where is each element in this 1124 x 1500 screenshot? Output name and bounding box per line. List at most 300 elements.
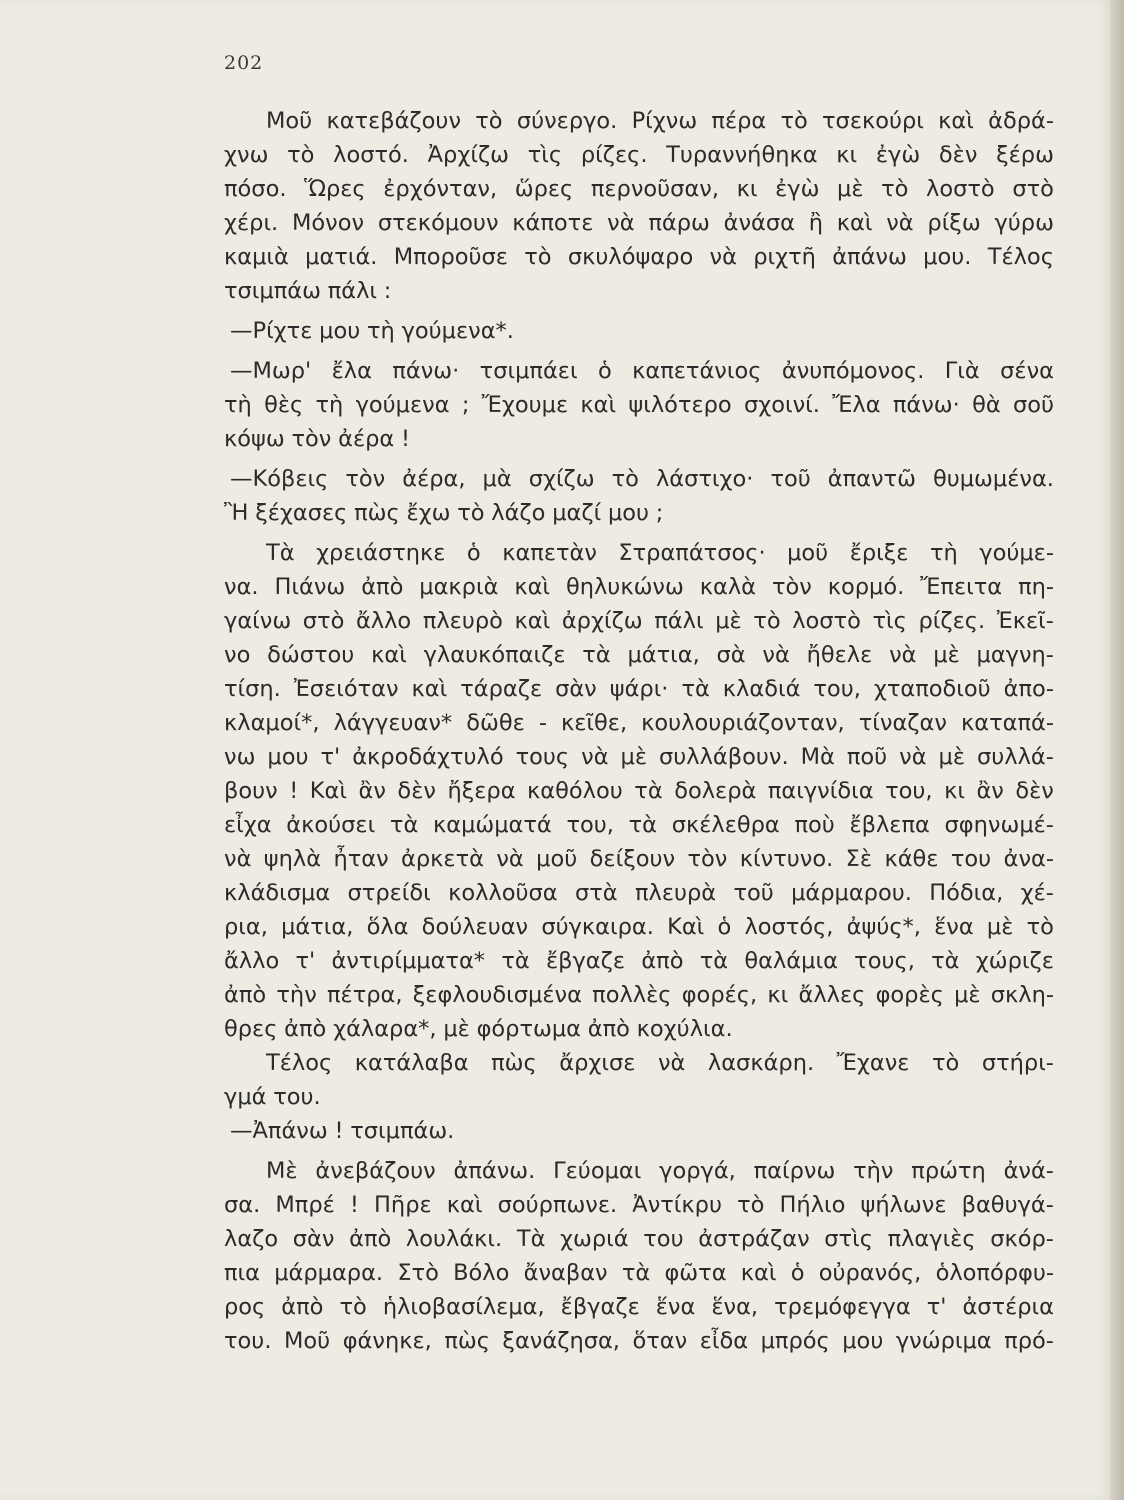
word: σχίζω [528, 466, 595, 492]
word: τὸν [291, 426, 332, 452]
word: βουν [224, 778, 278, 804]
word: ὁλοπόρφυ- [935, 1260, 1054, 1286]
word: στὸ [302, 608, 345, 634]
text-line [224, 536, 1054, 570]
word: νὰ [762, 642, 790, 668]
word: ἀρκετὰ [401, 846, 484, 872]
word: ἀκροδάχτυλό [352, 744, 504, 770]
word: νὰ [657, 1050, 686, 1076]
word: γαίνω [224, 608, 292, 634]
page-edge [1110, 0, 1124, 1500]
word: ἀψύς*, [846, 914, 921, 940]
word: τους [515, 744, 570, 770]
word: ἄλλες [798, 982, 866, 1008]
word: —Κόβεις [230, 466, 329, 492]
word: χώριζε [975, 948, 1054, 974]
word: Σὲ [845, 846, 873, 872]
word: τὴ [224, 392, 252, 418]
word: τσεκούρι [822, 108, 924, 134]
word: ; [461, 392, 470, 418]
text-line [224, 1154, 1054, 1188]
word: καταπά- [961, 710, 1054, 736]
word: Πόδια, [929, 880, 1004, 906]
word: στρείδι [347, 880, 431, 906]
word: Ἔχανε [836, 1050, 910, 1076]
word: γούμε- [979, 540, 1054, 566]
word: να. [224, 574, 259, 600]
text-line [224, 842, 1054, 876]
word: μου. [923, 244, 972, 270]
word: τὶς [872, 608, 907, 634]
word: τὰ [628, 812, 658, 838]
word: ἄναβαν [523, 1260, 608, 1286]
text-line [224, 422, 1054, 456]
word: ἀνάσα [723, 210, 795, 236]
word: στὰ [574, 880, 618, 906]
word: Στραπάτσος· [618, 540, 766, 566]
text-line [224, 104, 1054, 138]
word: κι [736, 176, 758, 202]
word: περνοῦσαν, [590, 176, 719, 202]
word: του, [885, 778, 933, 804]
word: σὰν [555, 676, 597, 702]
word: νὰ [496, 846, 524, 872]
word: Στὸ [397, 1260, 439, 1286]
word: Μπρέ [275, 1192, 335, 1218]
word: ! [349, 1192, 359, 1218]
word: στεκόμουν [377, 210, 499, 236]
word: ψήλωνε [860, 1192, 947, 1218]
word: πὼς [491, 1050, 537, 1076]
word: ὁ [717, 914, 732, 940]
word: μοῦ [787, 540, 829, 566]
text-line [224, 1012, 1054, 1046]
word: τὸ [457, 500, 485, 526]
word: κοχύλια. [636, 1016, 733, 1042]
word: τὸ [931, 1050, 960, 1076]
word: πέρα [711, 108, 767, 134]
word: δῶθε [466, 710, 525, 736]
text-line [224, 672, 1054, 706]
word: τοῦ [770, 466, 811, 492]
word: : [383, 278, 392, 304]
text-line [224, 570, 1054, 604]
word: του. [273, 1084, 321, 1110]
word: Ἢ [224, 500, 249, 526]
word: θὲς [264, 392, 304, 418]
word: φόρτωμα [476, 1016, 581, 1042]
word: τὰ [634, 778, 663, 804]
word: ἔβλεπα [849, 812, 930, 838]
text-line [224, 1188, 1054, 1222]
word: ἀστράζαν [698, 1226, 810, 1252]
word: κατάλαβα [354, 1050, 469, 1076]
word: ἀπαντῶ [827, 466, 916, 492]
word: τίναζαν [858, 710, 947, 736]
word: ὅταν [632, 1328, 688, 1354]
word: καμώματά [432, 812, 552, 838]
word: τὰ [582, 642, 611, 668]
word: ἄλλο [355, 608, 412, 634]
word: Ἐσειόταν [293, 676, 399, 702]
word: ; [655, 500, 664, 526]
text-line [224, 1080, 1054, 1114]
word: σύγκαιρα. [541, 914, 654, 940]
word: κλαδιά [722, 676, 801, 702]
word: ἤξερα [447, 778, 516, 804]
word: ἀνυπόμονος. [781, 358, 925, 384]
word: ἀπὸ [224, 982, 267, 1008]
word: ρίζες. [918, 608, 986, 634]
text-line [224, 314, 1054, 348]
word: νὰ [899, 744, 927, 770]
word: πὼς [444, 1328, 490, 1354]
word: κι [944, 778, 965, 804]
word: Μὰ [800, 744, 835, 770]
word: καὶ [740, 1260, 777, 1286]
word: ἀνά- [1003, 1158, 1054, 1184]
word: ρια, [224, 914, 268, 940]
word: καλὰ [699, 574, 757, 600]
word: ἔβγαζε [545, 948, 626, 974]
word: νω [224, 744, 256, 770]
word: ἂν [976, 778, 1004, 804]
word: ριχτῆ [753, 244, 816, 270]
word: ἕνα [934, 914, 974, 940]
word: πέτρα, [327, 982, 403, 1008]
word: τ' [320, 744, 341, 770]
word: ὁ [790, 1260, 805, 1286]
word: ψηλὰ [263, 846, 322, 872]
word: οὐρανός, [818, 1260, 922, 1286]
word: ἀστέρια [962, 1294, 1054, 1320]
word: ὁ [597, 358, 612, 384]
word: τὶς [527, 142, 563, 168]
text-line [224, 462, 1054, 496]
word: σχοινί. [743, 392, 820, 418]
text-line [224, 172, 1054, 206]
word: φάνηκε, [342, 1328, 432, 1354]
word: πλαγιὲς [887, 1226, 976, 1252]
word: ἐγὼ [875, 142, 921, 168]
word: ἦταν [333, 846, 389, 872]
word: θαλάμια [744, 948, 838, 974]
word: θὰ [972, 392, 1001, 418]
word: Τέλος [987, 244, 1054, 270]
word: ἔλα [331, 358, 372, 384]
word: ὅλα [366, 914, 409, 940]
word: τὸ [881, 176, 909, 202]
word: Ἀντίκρυ [632, 1192, 722, 1218]
word: βαθυγά- [961, 1192, 1054, 1218]
word: ἀπάνω. [453, 1158, 536, 1184]
word: τὸ [475, 108, 503, 134]
word: τὸ [611, 466, 639, 492]
word: λάστιχο· [655, 466, 754, 492]
word: χρειάστηκε [316, 540, 446, 566]
word: ἀπὸ [641, 948, 684, 974]
word: γλαυκόπαιζε [423, 642, 566, 668]
word: Μποροῦσε [393, 244, 508, 270]
word: δὲν [1015, 778, 1054, 804]
word: Γεύομαι [553, 1158, 642, 1184]
word: δείξουν [589, 846, 676, 872]
word: πρώτη [911, 1158, 986, 1184]
word: χέ- [1020, 880, 1054, 906]
word: ξανάζησα, [502, 1328, 620, 1354]
word: νὰ [607, 210, 635, 236]
word: μαζί [552, 500, 602, 526]
word: δώστου [267, 642, 355, 668]
word: του, [813, 676, 861, 702]
word: λάζο [491, 500, 546, 526]
word: Πῆρε [374, 1192, 432, 1218]
word: τὸ [287, 142, 315, 168]
body-text [224, 104, 1054, 1358]
text-line [224, 706, 1054, 740]
word: νὰ [886, 210, 914, 236]
word: λοστὸ [792, 608, 861, 634]
text-line [224, 978, 1054, 1012]
word: πάλι [654, 608, 704, 634]
word: δὲν [938, 142, 978, 168]
word: Ἀρχίζω [427, 142, 510, 168]
word: ἀκούσει [286, 812, 376, 838]
word: του [643, 1226, 684, 1252]
word: ἕνα [655, 1294, 696, 1320]
word: τρεμόφεγγα [774, 1294, 911, 1320]
text-line [224, 1114, 1054, 1148]
word: χωριά [560, 1226, 629, 1252]
word: κάποτε [512, 210, 594, 236]
word: γοργά, [659, 1158, 736, 1184]
word: τίση. [224, 676, 281, 702]
word: ! [334, 1118, 344, 1144]
word: γούμενα [355, 392, 450, 418]
word: ρίξω [927, 210, 981, 236]
word: τσιμπάω. [350, 1118, 455, 1144]
word: Γιὰ [944, 358, 980, 384]
word: τὴν [276, 982, 317, 1008]
word: φορὲς [875, 982, 944, 1008]
word: τὸν [345, 466, 386, 492]
word: ξέχασες [255, 500, 348, 526]
text-line [224, 910, 1054, 944]
word: μοῦ [536, 846, 578, 872]
word: χταποδιοῦ [873, 676, 991, 702]
word: θυμωμένα. [932, 466, 1054, 492]
text-line [224, 808, 1054, 842]
word: καμιὰ [224, 244, 289, 270]
word: τὰ [699, 948, 729, 974]
word: τοῦ [733, 880, 774, 906]
text-line [224, 1046, 1054, 1080]
word: λοστός, [744, 914, 834, 940]
word: σύνεργο. [516, 108, 618, 134]
word: κάθε [884, 846, 939, 872]
word: ποὺ [794, 812, 835, 838]
word: εἶχα [224, 812, 272, 838]
word: τὰ [931, 948, 960, 974]
word: σένα [1000, 358, 1054, 384]
word: του. [224, 1328, 272, 1354]
word: τ' [295, 948, 316, 974]
word: ἄλλο [224, 948, 280, 974]
word: κλάδισμα [224, 880, 331, 906]
word: γμά [224, 1084, 267, 1110]
word: μπρός [760, 1328, 830, 1354]
text-line [224, 944, 1054, 978]
word: ἢ [808, 210, 823, 236]
word: ἀπο- [1003, 676, 1054, 702]
word: καὶ [938, 108, 974, 134]
word: Βόλο [453, 1260, 510, 1286]
word: σούρπωνε. [497, 1192, 618, 1218]
word: κι [767, 982, 789, 1008]
word: τὸ [753, 608, 781, 634]
word: τὰ [389, 812, 419, 838]
word: Ἔχουμε [481, 392, 569, 418]
word: ρος [224, 1294, 266, 1320]
word: πάλι [327, 278, 378, 304]
word: ἀνα- [1003, 846, 1054, 872]
word: μὲ [954, 982, 981, 1008]
word: τὴν [853, 1158, 894, 1184]
word: ἀνεβάζουν [315, 1158, 436, 1184]
word: τὸ [524, 244, 552, 270]
word: λουλάκι. [405, 1226, 503, 1252]
word: νο [224, 642, 251, 668]
word: πη- [1018, 574, 1054, 600]
word: τσιμπάω [224, 278, 321, 304]
word: μὲ [837, 176, 864, 202]
word: Τυραννήθηκα [666, 142, 818, 168]
word: νὰ [581, 744, 609, 770]
word: πλευρὰ [634, 880, 717, 906]
word: μαγνη- [976, 642, 1054, 668]
word: τὴ [367, 318, 395, 344]
word: ποῦ [846, 744, 888, 770]
word: ἐγὼ [775, 176, 820, 202]
word: χνω [224, 142, 269, 168]
word: Ἔλα [832, 392, 881, 418]
word: κίντυνο. [739, 846, 834, 872]
word: μὲ [620, 744, 647, 770]
word: ψιλότερο [628, 392, 732, 418]
word: τους, [854, 948, 915, 974]
word: μου [842, 1328, 884, 1354]
word: μάτια, [627, 642, 700, 668]
word: Πιάνω [274, 574, 346, 600]
word: μου [267, 744, 309, 770]
word: κουλουριάζονταν, [641, 710, 845, 736]
word: σφηνωμέ- [944, 812, 1054, 838]
word: ἀπὸ [284, 1016, 327, 1042]
word: κι [836, 142, 858, 168]
word: δούλευαν [421, 914, 529, 940]
word: πάνω· [392, 358, 460, 384]
text-line [224, 354, 1054, 388]
word: τσιμπάει [479, 358, 578, 384]
word: ὁ [466, 540, 481, 566]
word: του [950, 846, 992, 872]
text-line [224, 274, 1054, 308]
word: μάτια, [281, 914, 354, 940]
word: τὴ [929, 540, 958, 566]
word: ! [400, 426, 410, 452]
word: τὸν [687, 846, 728, 872]
word: ἐρχόνταν, [383, 176, 498, 202]
word: καὶ [836, 210, 873, 236]
word: Τέλος [266, 1050, 333, 1076]
text-line [224, 1324, 1054, 1358]
word: λαζο [224, 1226, 279, 1252]
word: τὸ [737, 1192, 765, 1218]
word: συλλά- [977, 744, 1054, 770]
word: —Ρίχτε [230, 318, 313, 344]
word: ψάρι· [609, 676, 669, 702]
text-line [224, 388, 1054, 422]
word: ἔριξε [849, 540, 909, 566]
word: κεῖθε, [560, 710, 628, 736]
word: ἀέρα [338, 426, 395, 452]
word: τὰ [501, 948, 530, 974]
word: πλευρὸ [422, 608, 503, 634]
word: χέρι. [224, 210, 279, 236]
word: Τὰ [516, 1226, 546, 1252]
word: ἀπὸ [587, 1016, 630, 1042]
word: κόψω [224, 426, 285, 452]
word: μου [319, 318, 361, 344]
text-line [224, 740, 1054, 774]
word: μάρμαρου. [791, 880, 912, 906]
word: παίρνω [753, 1158, 836, 1184]
word: μὲ [933, 642, 960, 668]
word: ἀπὸ [361, 574, 404, 600]
word: δολερὰ [674, 778, 757, 804]
word: νὰ [889, 642, 917, 668]
word: Ρίχνω [631, 108, 698, 134]
word: Τὰ [266, 540, 295, 566]
word: φορές, [681, 982, 758, 1008]
word: σκλη- [990, 982, 1054, 1008]
word: κατεβάζουν [326, 108, 462, 134]
word: —Μωρ' [230, 358, 312, 384]
text-line [224, 774, 1054, 808]
text-line [224, 138, 1054, 172]
word: τὸ [1026, 914, 1054, 940]
text-line [224, 1222, 1054, 1256]
word: Μοῦ [266, 108, 313, 134]
word: χάλαρα*, [333, 1016, 437, 1042]
word: θρες [224, 1016, 278, 1042]
word: ἔβγαζε [560, 1294, 640, 1320]
text-line [224, 638, 1054, 672]
word: ὥρες [514, 176, 574, 202]
word: πὼς [354, 500, 400, 526]
word: Μὲ [266, 1158, 298, 1184]
word: στὸ [1012, 176, 1054, 202]
word: καὶ [514, 608, 551, 634]
word: τὴ [315, 392, 344, 418]
word: καὶ [411, 676, 448, 702]
word: καπετὰν [502, 540, 597, 566]
word: τὸ [780, 108, 808, 134]
word: λοστὸ [926, 176, 995, 202]
word: ἤθελε [806, 642, 873, 668]
text-line [224, 1290, 1054, 1324]
word: μὲ [443, 1016, 470, 1042]
